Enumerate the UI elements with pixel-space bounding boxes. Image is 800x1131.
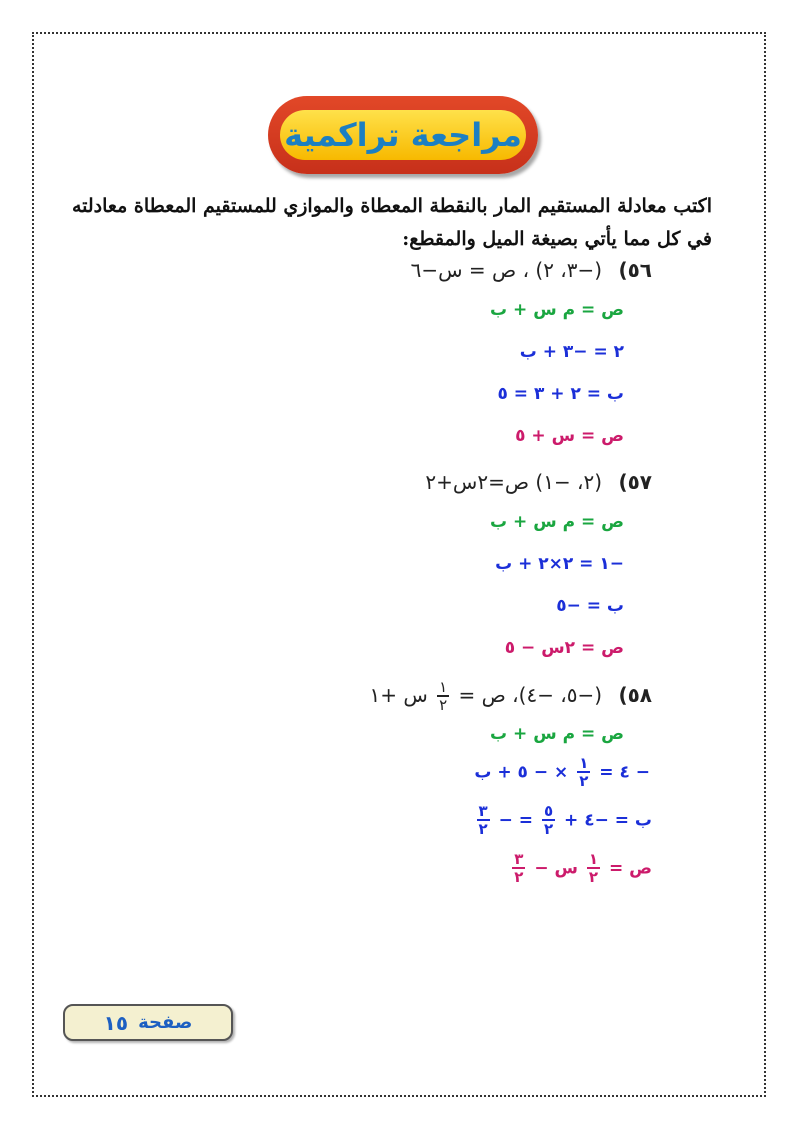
page-number: ١٥ (103, 1010, 129, 1035)
page-label: صفحة (138, 1012, 193, 1033)
step-text: = − (498, 810, 534, 831)
solution-57-step-3: ب = −٥ (556, 596, 624, 616)
step-text: ص = (608, 858, 652, 879)
fraction-denominator: ٢ (514, 868, 524, 886)
solution-56-step-3: ب = ٢ + ٣ = ٥ (497, 384, 624, 404)
solution-56-step-2: ٢ = −٣ + ب (519, 342, 624, 362)
problem-57-number: ٥٧) (618, 470, 652, 494)
solution-56-step-4: ص = س + ٥ (515, 426, 624, 446)
fraction-numerator: ٣ (478, 802, 488, 820)
instructions-line-1: اكتب معادلة المستقيم المار بالنقطة المعطاة والموازي للمستقيم المعطاة معادلته (71, 195, 712, 217)
solution-57-step-2: −١ = ٢×٢ + ب (495, 554, 624, 574)
solution-58-step-2 (474, 756, 650, 789)
solution-58-step-1: ص = م س + ب (490, 724, 624, 744)
problem-57-text: (٢، −١) ص=٢س+٢ (425, 470, 603, 494)
step-text: − ٤ = (599, 762, 650, 783)
fraction-denominator: ٢ (439, 696, 448, 714)
fraction-numerator: ١ (579, 754, 589, 772)
step-fraction (577, 756, 590, 789)
fraction-denominator: ٢ (588, 868, 599, 886)
step-text: س − (534, 858, 578, 879)
problem-58-text-post: س +١ (369, 683, 428, 707)
fraction-numerator: ٥ (543, 802, 554, 820)
fraction-numerator: ١ (439, 678, 448, 696)
problem-56-statement (411, 258, 652, 282)
instructions (52, 190, 712, 256)
page-title: مراجعة تراكمية (284, 116, 522, 154)
instructions-line-2: في كل مما يأتي بصيغة الميل والمقطع: (402, 228, 712, 250)
page-number-badge (63, 1004, 233, 1041)
banner-inner (280, 110, 526, 160)
step-fraction (512, 852, 525, 885)
fraction-denominator: ٢ (579, 772, 589, 790)
problem-56-text: (−٣، ٢) ، ص = س−٦ (410, 258, 603, 282)
fraction-numerator: ٣ (514, 850, 524, 868)
problem-58-text-pre: (−٥، −٤)، ص = (458, 683, 603, 707)
solution-57-step-4: ص = ٢س − ٥ (504, 638, 624, 658)
title-banner (268, 96, 538, 178)
problem-58-statement (369, 680, 652, 713)
fraction-denominator: ٢ (543, 820, 554, 838)
step-text: ب = −٤ + (564, 810, 652, 831)
problem-56-number: ٥٦) (618, 258, 652, 282)
problem-58-fraction (437, 680, 449, 713)
step-fraction (542, 804, 555, 837)
solution-57-step-1: ص = م س + ب (490, 512, 624, 532)
banner-outer (268, 96, 538, 174)
step-text: × − ٥ + ب (474, 762, 569, 783)
problem-58-number: ٥٨) (618, 683, 652, 707)
solution-56-step-1: ص = م س + ب (490, 300, 624, 320)
fraction-numerator: ١ (588, 850, 599, 868)
step-fraction (587, 852, 600, 885)
step-fraction (477, 804, 490, 837)
problem-57-statement (425, 470, 652, 494)
fraction-denominator: ٢ (478, 820, 488, 838)
solution-58-step-3 (474, 804, 652, 837)
solution-58-step-4 (509, 852, 652, 885)
